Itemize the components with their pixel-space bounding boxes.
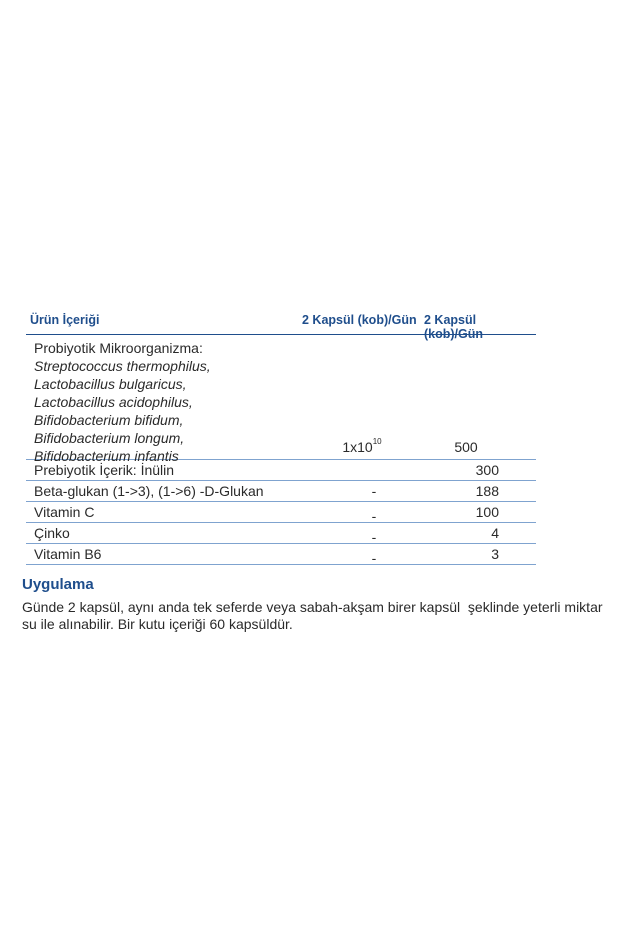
table-row-probiotic <box>26 335 536 464</box>
header-dose-2: 2 Kapsül (kob)/Gün <box>424 313 484 341</box>
row-value-2: 3 <box>491 546 499 562</box>
row-value-2: 300 <box>475 462 499 478</box>
table-header <box>26 306 536 341</box>
row-name: Vitamin C <box>34 504 95 520</box>
row-value-2: 100 <box>475 504 499 520</box>
row-name: Çinko <box>34 525 70 541</box>
usage-text: Günde 2 kapsül, aynı anda tek seferde veya sabah-akşam birer kapsül şeklinde yeterli miktar su ile alınabilir. Bir kutu içeriği 60 kapsüldür. <box>22 599 603 632</box>
ingredients-table <box>26 306 536 565</box>
species-item: Lactobacillus bulgaricus, <box>34 376 187 392</box>
probiotic-cell <box>34 339 211 465</box>
table-row <box>26 523 536 544</box>
table-row <box>26 481 536 502</box>
usage-heading: Uygulama <box>22 576 94 593</box>
header-ingredient: Ürün İçeriği <box>30 313 100 327</box>
probiotic-title: Probiyotik Mikroorganizma: <box>34 340 203 356</box>
value-base: 1x10 <box>342 439 373 455</box>
probiotic-value-2: 500 <box>454 439 478 455</box>
table-row <box>26 544 536 565</box>
row-value-1: - <box>371 483 377 499</box>
probiotic-value-1 <box>332 439 392 455</box>
row-value-2: 4 <box>491 525 499 541</box>
species-item: Streptococcus thermophilus, <box>34 358 211 374</box>
value-exponent: 10 <box>372 437 382 446</box>
species-item: Lactobacillus acidophilus, <box>34 394 193 410</box>
row-name: Vitamin B6 <box>34 546 102 562</box>
species-item: Bifidobacterium longum, <box>34 430 185 446</box>
species-item: Bifidobacterium bifidum, <box>34 412 184 428</box>
row-value-2: 188 <box>475 483 499 499</box>
row-value-1: - <box>371 550 377 566</box>
row-value-1: - <box>371 529 377 545</box>
table-row <box>26 502 536 523</box>
species-item: Bifidobacterium infantis <box>34 448 179 464</box>
row-name: Prebiyotik İçerik: İnülin <box>34 462 175 478</box>
table-row <box>26 460 536 481</box>
row-name: Beta-glukan (1->3), (1->6) -D-Glukan <box>34 483 264 499</box>
row-value-1: - <box>371 508 377 524</box>
header-dose-1: 2 Kapsül (kob)/Gün <box>302 313 417 327</box>
